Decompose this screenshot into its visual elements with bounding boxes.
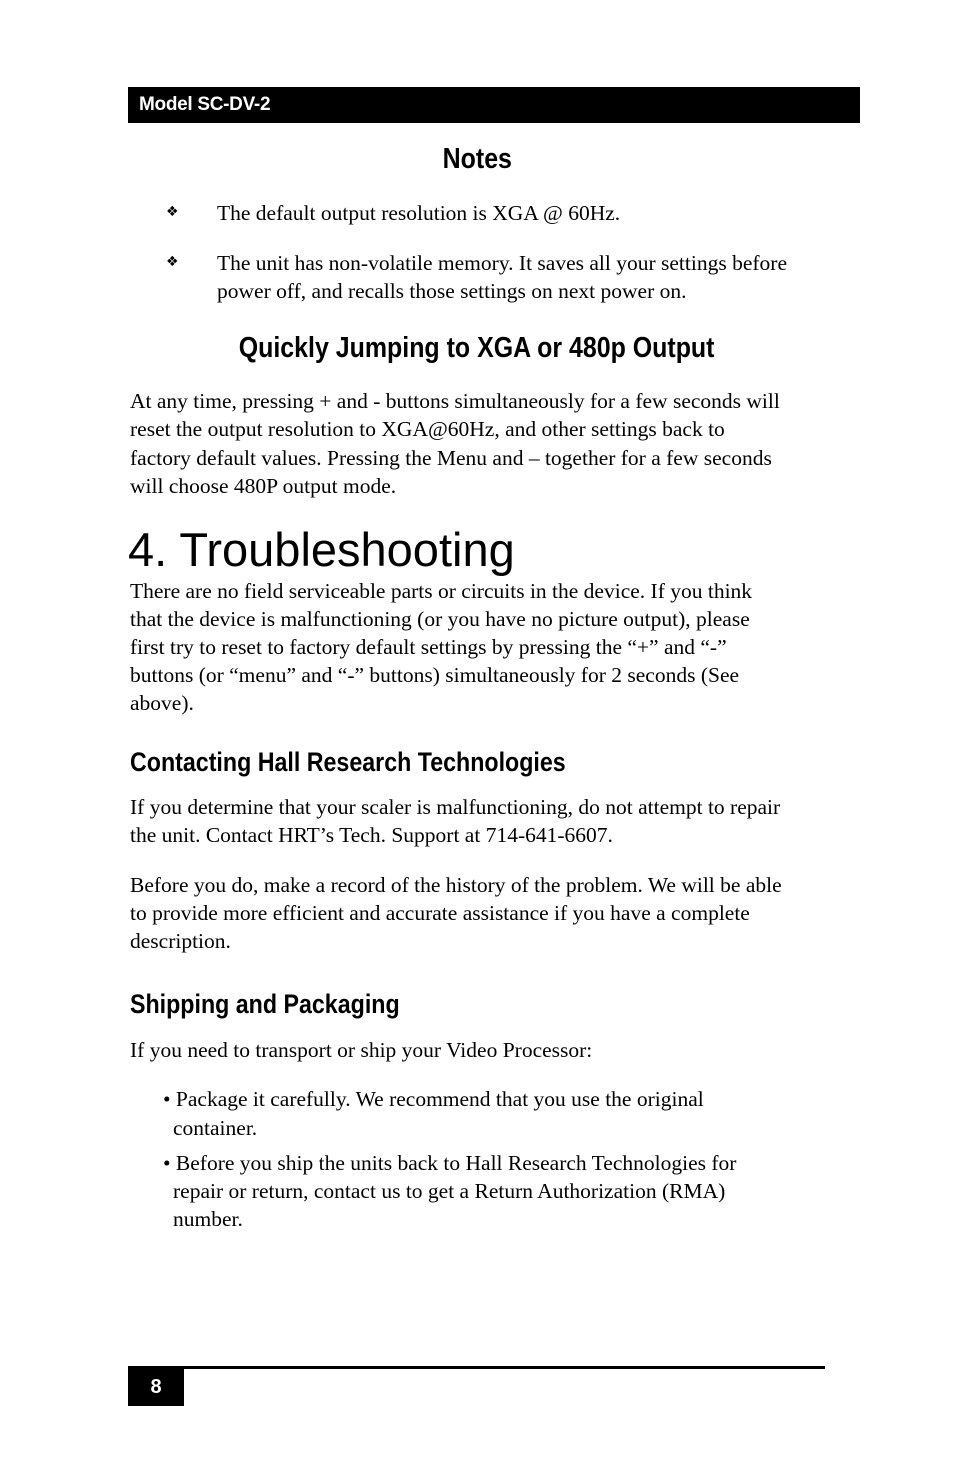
shipping-intro: If you need to transport or ship your Video Processor:	[130, 1038, 593, 1062]
quick-line: will choose 480P output mode.	[130, 474, 397, 498]
page-number: 8	[128, 1369, 184, 1406]
contacting-para1-line: If you determine that your scaler is malfunctioning, do not attempt to repair	[130, 795, 781, 819]
contacting-para1-line: the unit. Contact HRT’s Tech. Support at 714-641-6607.	[130, 823, 613, 847]
troubleshooting-line: buttons (or “menu” and “-” buttons) simultaneously for 2 seconds (See	[130, 663, 740, 687]
contacting-heading: Contacting Hall Research Technologies	[130, 747, 566, 777]
contacting-para2-line: description.	[130, 929, 231, 953]
notes-item-2-line-1: The unit has non-volatile memory. It saves all your settings before	[217, 251, 788, 275]
troubleshooting-line: There are no field serviceable parts or circuits in the device. If you think	[130, 579, 753, 603]
shipping-item-2-line-3: number.	[173, 1207, 243, 1231]
contacting-para2-line: to provide more efficient and accurate assistance if you have a complete	[130, 901, 750, 925]
shipping-item-2-line-1: • Before you ship the units back to Hall Research Technologies for	[163, 1151, 737, 1175]
footer-rule	[128, 1366, 825, 1369]
shipping-item-1-line-2: container.	[173, 1116, 258, 1140]
troubleshooting-heading: 4. Troubleshooting	[128, 523, 515, 576]
header-bar	[128, 87, 860, 123]
shipping-item-1-line-1: • Package it carefully. We recommend that you use the original	[163, 1087, 704, 1111]
troubleshooting-line: that the device is malfunctioning (or you have no picture output), please	[130, 607, 750, 631]
contacting-para2-line: Before you do, make a record of the history of the problem. We will be able	[130, 873, 782, 897]
quick-line: factory default values. Pressing the Menu and – together for a few seconds	[130, 446, 772, 470]
troubleshooting-line: first try to reset to factory default settings by pressing the “+” and “-”	[130, 635, 727, 659]
model-label: Model SC-DV-2	[139, 94, 271, 115]
troubleshooting-line: above).	[130, 691, 194, 715]
notes-item-1: The default output resolution is XGA @ 60Hz.	[217, 201, 621, 225]
quick-line: At any time, pressing + and - buttons simultaneously for a few seconds will	[130, 389, 780, 413]
notes-item-2-line-2: power off, and recalls those settings on next power on.	[217, 279, 687, 303]
notes-heading: Notes	[442, 143, 512, 175]
quick-line: reset the output resolution to XGA@60Hz, and other settings back to	[130, 417, 725, 441]
bullet-icon: ❖	[166, 254, 179, 270]
shipping-item-2-line-2: repair or return, contact us to get a Return Authorization (RMA)	[173, 1179, 726, 1203]
quick-jump-heading: Quickly Jumping to XGA or 480p Output	[239, 332, 715, 364]
shipping-heading: Shipping and Packaging	[130, 989, 400, 1019]
bullet-icon: ❖	[166, 204, 179, 220]
